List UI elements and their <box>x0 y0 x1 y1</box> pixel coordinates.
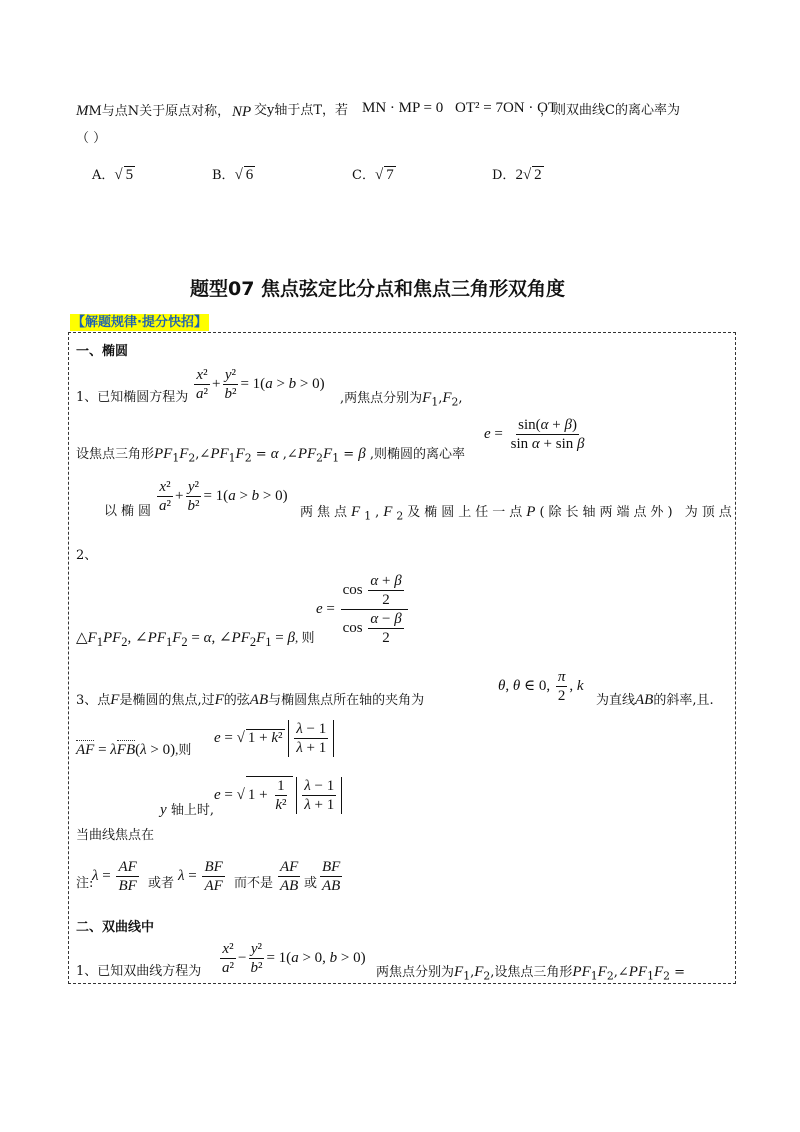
note-not: 而不是 <box>234 876 274 891</box>
problem-stem-c: ，则双曲线C的离心率为 <box>540 103 680 118</box>
ellipse-item1-text: 1、已知椭圆方程为 <box>76 390 189 405</box>
ellipse-section-title: 一、椭圆 <box>76 344 129 359</box>
ellipse-equation-2: $\frac{\text{x²}}{\text{a²}}$ + $\frac{\text{y²}}{\text{b²}}$ = 1(a > b > 0) <box>159 479 288 514</box>
answer-paren: （ ） <box>76 131 107 146</box>
hyperbola-item1-text: 1、已知双曲线方程为 <box>76 964 202 979</box>
dot-product-condition-2: OT² = 7ON · OT <box>455 100 558 116</box>
note-label: 注: <box>76 876 94 891</box>
ellipse-item2-number: 2、 <box>76 548 98 563</box>
note-or-1: 或者 <box>148 876 175 891</box>
hyperbola-section-title: 二、双曲线中 <box>76 920 155 935</box>
problem-stem-line: MM与点N关于原点对称， <box>76 103 231 119</box>
note-or-2: 或 <box>304 876 318 891</box>
note-ratio-2: $\frac{BF}{AB}$ <box>322 859 341 894</box>
eccentricity-formula-3: e = √ 1 + k² $\frac{\lambda - 1}{\lambda + 1}$ <box>214 720 334 757</box>
focus-on-text: 当曲线焦点在 <box>76 828 155 843</box>
note-ratio-1: $\frac{AF}{AB}$ <box>280 859 299 894</box>
ellipse-item1-triangle: 设焦点三角形$PF_1F_2,\angle PF_1F_2 = \alpha$ $,\angle PF_2F_1 = \beta$ ,则椭圆的离心率 <box>76 446 466 465</box>
np-symbol: NP <box>232 104 252 120</box>
option-d[interactable]: D．2√ 2 <box>492 167 542 183</box>
note-lambda-1: λ = $\frac{AF}{BF}$ <box>92 859 137 894</box>
hyperbola-item1-foci: 两焦点分别为$F_1,F_2$,设焦点三角形$PF_1F_2,\angle PF_1F_2$ = <box>376 964 686 983</box>
option-a[interactable]: A．√ 5 <box>92 167 134 183</box>
hyperbola-equation: $\frac{\text{x²}}{\text{a²}}$ − $\frac{\text{y²}}{\text{b²}}$ = 1(a > 0, b > 0) <box>222 941 366 976</box>
ellipse-item2-foci: 两焦点$F_1,F_2$及椭圆上任一点P(除长轴两端点外) 为顶点 <box>300 504 736 523</box>
eccentricity-formula-2: e = cos $\frac{\alpha + \beta}{2}$ cos $\frac{\alpha - \beta}{2}$ <box>316 572 410 647</box>
section-heading: 题型07 焦点弦定比分点和焦点三角形双角度 <box>190 278 566 300</box>
problem-stem-a: M与点N关于原点对称， <box>88 104 231 119</box>
option-b[interactable]: B．√ 6 <box>212 167 254 183</box>
ellipse-item1-foci-text: ,两焦点分别为$F_1,F_2$, <box>340 390 463 409</box>
y-axis-text: y 轴上时, <box>160 802 214 818</box>
ellipse-item3-text: 3、点F是椭圆的焦点,过F的弦AB与椭圆焦点所在轴的夹角为 <box>76 692 425 708</box>
option-c[interactable]: C．√ 7 <box>352 167 394 183</box>
dot-product-condition-1: MN · MP = 0 <box>362 100 444 116</box>
ellipse-item3-slope: 为直线AB的斜率,且. <box>596 692 714 708</box>
problem-stem-b: 交y轴于点T，若 <box>254 103 349 118</box>
vector-ratio-condition: AF = λFB(λ > 0),则 <box>76 742 192 758</box>
tips-tag: 【解题规律·提分快招】 <box>72 315 207 330</box>
note-lambda-2: λ = $\frac{BF}{AF}$ <box>178 859 223 894</box>
ellipse-equation-1: $\frac{\text{x²}}{\text{a²}}$ + $\frac{\text{y²}}{\text{b²}}$ = 1(a > b > 0) <box>196 367 325 402</box>
ellipse-item2-a: 以椭圆 <box>104 504 156 519</box>
eccentricity-formula-4: e = √ 1 + $\frac{1}{\text{k²}}$ $\frac{\lambda - 1}{\lambda + 1}$ <box>214 776 342 814</box>
ellipse-item2-triangle: $\triangle F_1PF_2$, $\angle PF_1F_2 = \alpha$, $\angle PF_2F_1 = \beta$, 则 <box>76 630 315 649</box>
eccentricity-formula-1: e = $\frac{\sin(\alpha + \beta)}{\text{sin α + sin β}}$ <box>484 417 585 452</box>
angle-range: θ, θ ∈ 0, $\frac{\pi}{2}$ , k <box>498 669 584 704</box>
